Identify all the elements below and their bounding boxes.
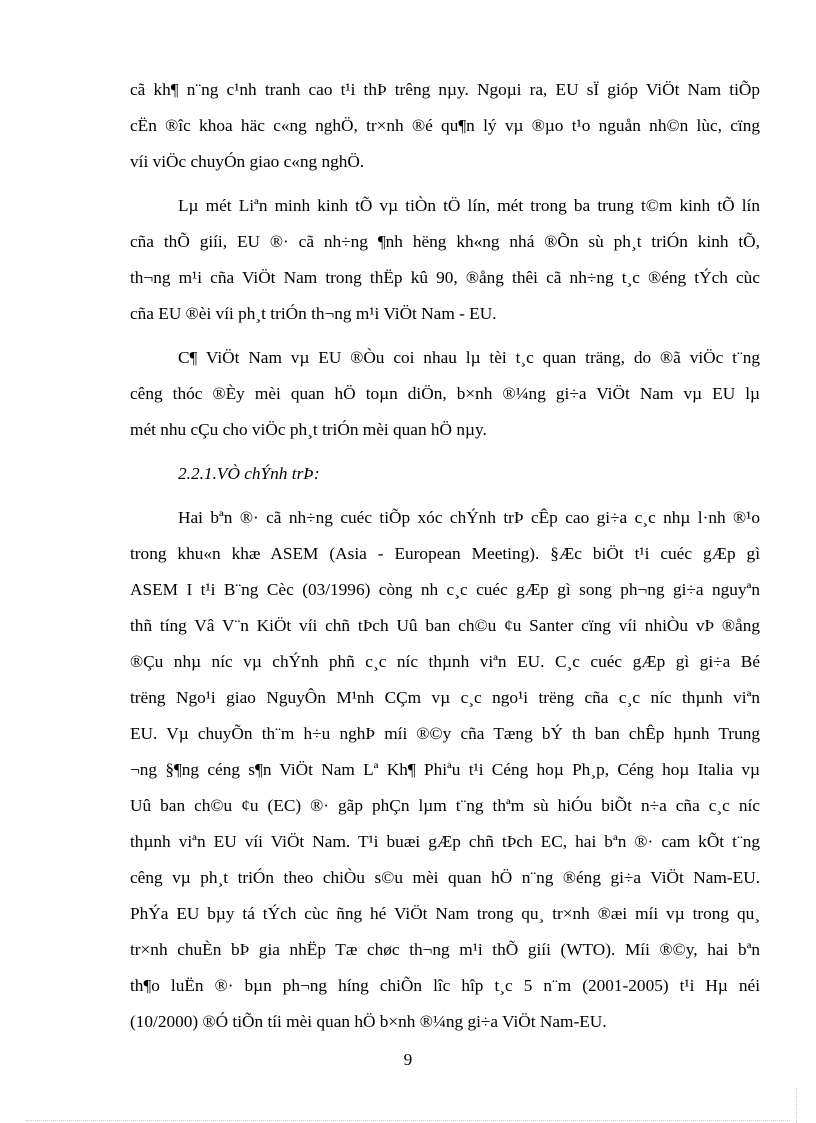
paragraph-line: trëng Ngo¹i giao NguyÔn M¹nh CÇm vµ c¸c ngo¹i trëng cña c¸c níc thµnh viªn bbox=[130, 688, 760, 707]
paragraph-1 bbox=[130, 72, 760, 180]
paragraph-line: th¬ng m¹i cña ViÖt Nam trong thËp kû 90, ®ång thêi cã nh÷ng t¸c ®éng tÝch cùc bbox=[130, 268, 760, 287]
paragraph-line: ¬ng §¶ng céng s¶n ViÖt Nam Lª Kh¶ Phiªu t¹i Céng hoµ Ph¸p, Céng hoµ Italia vµ bbox=[130, 760, 760, 779]
paragraph-line: thñ tíng Vâ V¨n KiÖt víi chñ tÞch Uû ban ch©u ¢u Santer cïng víi nhiÒu vÞ ®ång bbox=[130, 616, 760, 635]
paragraph-line: ®Çu nhµ níc vµ chÝnh phñ c¸c níc thµnh viªn EU. C¸c cuéc gÆp gì gi÷a Bé bbox=[130, 652, 760, 671]
paragraph-line: Lµ mét Liªn minh kinh tÕ vµ tiÒn tÖ lín, mét trong ba trung t©m kinh tÕ lín bbox=[178, 196, 760, 215]
page-number: 9 bbox=[403, 1050, 413, 1069]
document-page bbox=[130, 72, 760, 1048]
paragraph-line: cËn ®îc khoa häc c«ng nghÖ, tr×nh ®é qu¶n lý vµ ®µo t¹o nguån nh©n lùc, cïng bbox=[130, 116, 760, 135]
paragraph-4 bbox=[130, 500, 760, 1040]
paragraph-line: ASEM I t¹i B¨ng Cèc (03/1996) còng nh c¸c cuéc gÆp gì song ph¬ng gi÷a nguyªn bbox=[130, 580, 760, 599]
paragraph-line: thµnh viªn EU víi ViÖt Nam. T¹i buæi gÆp chñ tÞch EC, hai bªn ®· cam kÕt t¨ng bbox=[130, 832, 760, 851]
paragraph-line: mét nhu cÇu cho viÖc ph¸t triÓn mèi quan hÖ nµy. bbox=[130, 420, 487, 439]
paragraph-line: Uû ban ch©u ¢u (EC) ®· gãp phÇn lµm t¨ng thªm sù hiÓu biÕt n÷a cña c¸c níc bbox=[130, 796, 760, 815]
paragraph-line: cã kh¶ n¨ng c¹nh tranh cao t¹i thÞ trêng nµy. Ngoµi ra, EU sÏ gióp ViÖt Nam tiÕp bbox=[130, 80, 760, 99]
paragraph-line: tr×nh chuÈn bÞ gia nhËp Tæ chøc th¬ng m¹i thÕ giíi (WTO). Míi ®©y, hai bªn bbox=[130, 940, 760, 959]
paragraph-line: PhÝa EU bµy tá tÝch cùc ñng hé ViÖt Nam trong qu¸ tr×nh ®æi míi vµ trong qu¸ bbox=[130, 904, 760, 923]
paragraph-line: víi viÖc chuyÓn giao c«ng nghÖ. bbox=[130, 152, 365, 171]
page-right-border bbox=[796, 1088, 797, 1123]
paragraph-line: C¶ ViÖt Nam vµ EU ®Òu coi nhau lµ tèi t¸c quan träng, do ®ã viÖc t¨ng bbox=[178, 348, 760, 367]
paragraph-line: cña thÕ giíi, EU ®· cã nh÷ng ¶nh hëng kh«ng nhá ®Õn sù ph¸t triÓn kinh tÕ, bbox=[130, 232, 760, 251]
paragraph-line: trong khu«n khæ ASEM (Asia - European Meeting). §Æc biÖt t¹i cuéc gÆp gì bbox=[130, 544, 760, 563]
paragraph-line: cña EU ®èi víi ph¸t triÓn th¬ng m¹i ViÖt Nam - EU. bbox=[130, 304, 497, 323]
section-heading: 2.2.1.VÒ chÝnh trÞ: bbox=[178, 464, 320, 483]
paragraph-line: cêng vµ ph¸t triÓn theo chiÒu s©u mèi quan hÖ n¨ng ®éng gi÷a ViÖt Nam-EU. bbox=[130, 868, 760, 887]
paragraph-3 bbox=[130, 340, 760, 448]
paragraph-line: th¶o luËn ®· bµn ph¬ng híng chiÕn lîc hîp t¸c 5 n¨m (2001-2005) t¹i Hµ néi bbox=[130, 976, 760, 995]
paragraph-line: cêng thóc ®Èy mèi quan hÖ toµn diÖn, b×nh ®¼ng gi÷a ViÖt Nam vµ EU lµ bbox=[130, 384, 760, 403]
page-bottom-border bbox=[26, 1120, 790, 1121]
paragraph-line: (10/2000) ®Ó tiÕn tíi mèi quan hÖ b×nh ®¼ng gi÷a ViÖt Nam-EU. bbox=[130, 1012, 607, 1031]
paragraph-line: Hai bªn ®· cã nh÷ng cuéc tiÕp xóc chÝnh trÞ cÊp cao gi÷a c¸c nhµ l·nh ®¹o bbox=[178, 508, 760, 527]
paragraph-2 bbox=[130, 188, 760, 332]
paragraph-line: EU. Vµ chuyÕn th¨m h÷u nghÞ míi ®©y cña Tæng bÝ th ban chÊp hµnh Trung bbox=[130, 724, 760, 743]
